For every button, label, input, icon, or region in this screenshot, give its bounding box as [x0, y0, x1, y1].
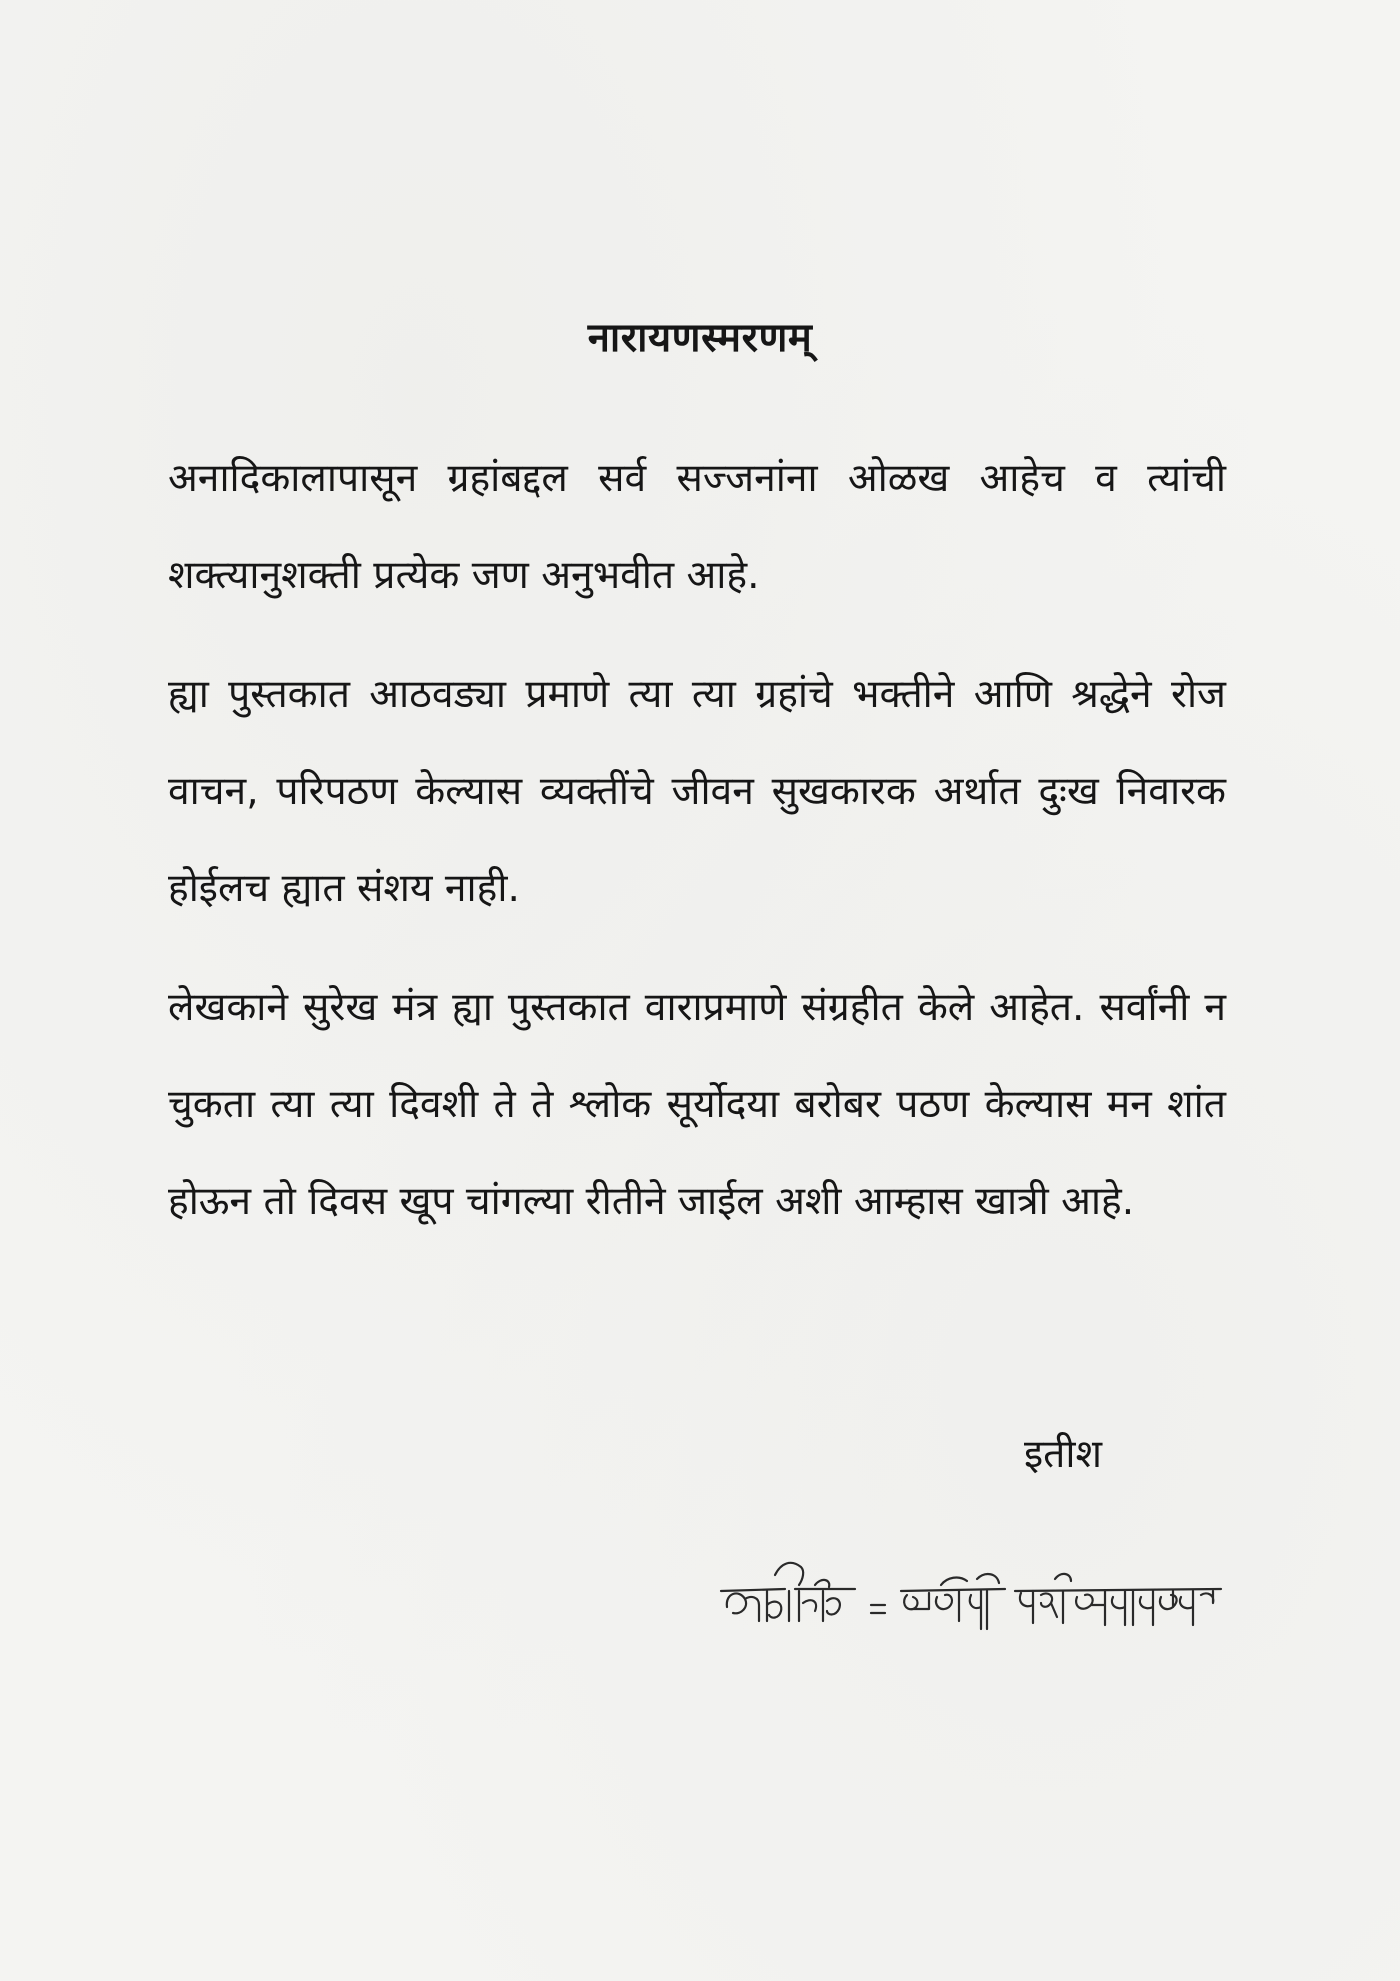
- paragraph-1: अनादिकालापासून ग्रहांबद्दल सर्व सज्जनांना ओळख आहेच व त्यांची शक्त्यानुशक्ती प्रत्येक जण अनुभवीत आहे.: [168, 456, 1226, 598]
- paragraph-2: ह्या पुस्तकात आठवड्या प्रमाणे त्या त्या ग्रहांचे भक्तीने आणि श्रद्धेने रोज वाचन, परिपठण केल्यास व्यक्तींचे जीवन सुखकारक अर्थात दुःख निवारक होईलच ह्यात संशय नाही.: [168, 672, 1226, 911]
- body-text: [168, 430, 1226, 1272]
- signature-icon: [715, 1545, 1235, 1655]
- handwritten-signature: [715, 1545, 1235, 1655]
- paragraph-3: लेखकाने सुरेख मंत्र ह्या पुस्तकात वाराप्रमाणे संग्रहीत केले आहेत. सर्वांनी न चुकता त्या त्या दिवशी ते ते श्लोक सूर्योदया बरोबर पठण केल्यास मन शांत होऊन तो दिवस खूप चांगल्या रीतीने जाईल अशी आम्हास खात्री आहे.: [168, 985, 1226, 1224]
- page-title: नारायणस्मरणम्: [587, 315, 813, 361]
- closing-text: इतीश: [1023, 1432, 1102, 1477]
